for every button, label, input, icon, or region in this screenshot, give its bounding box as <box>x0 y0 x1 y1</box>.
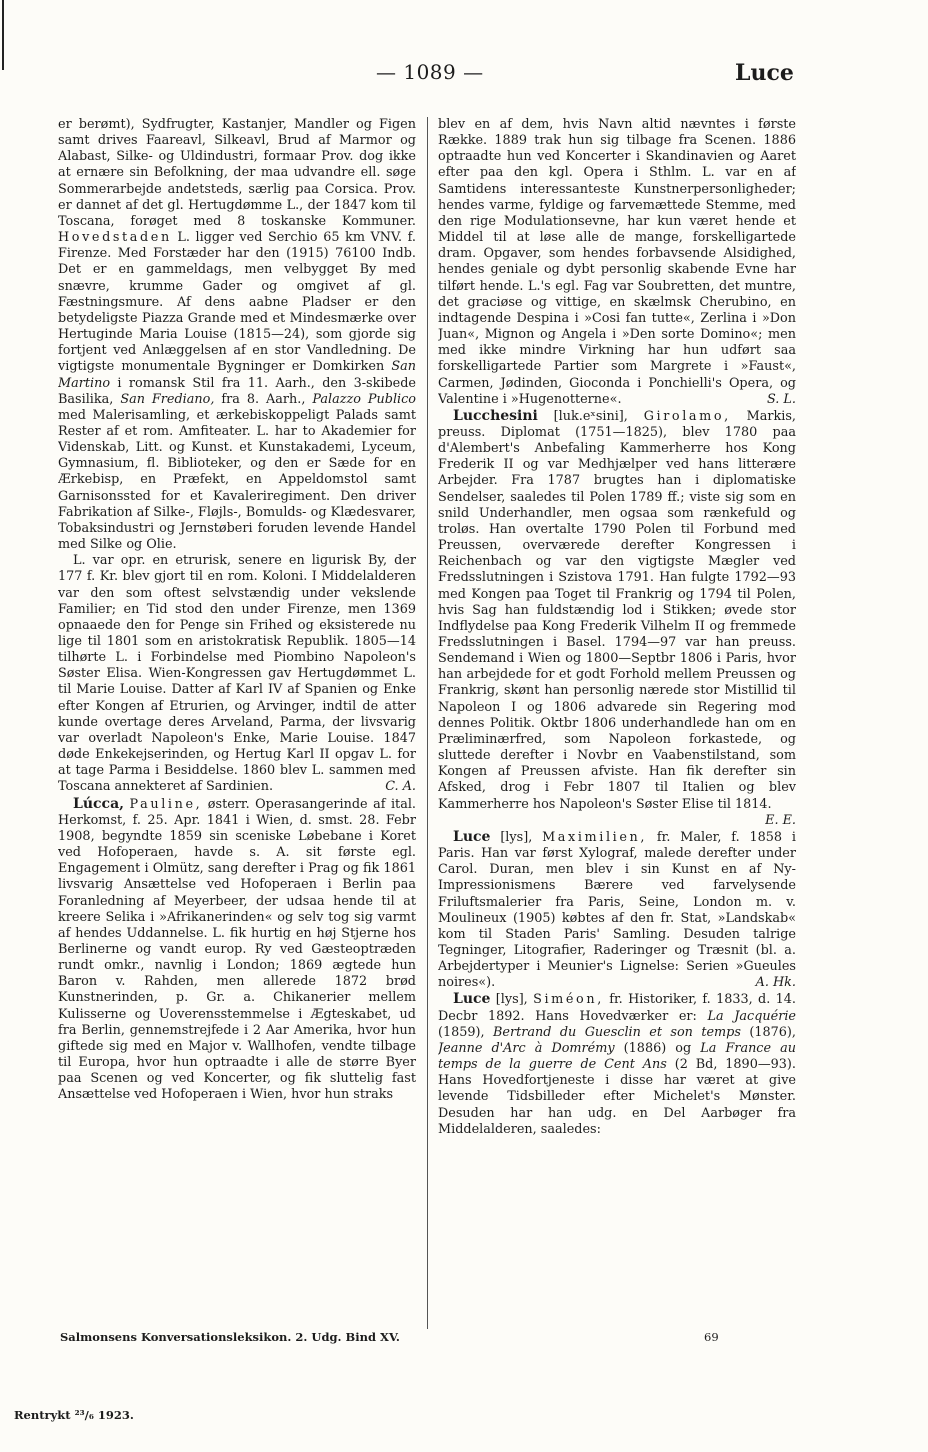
entry-lucchesini <box>438 407 796 828</box>
left-column <box>58 117 416 1329</box>
right-column <box>438 117 796 1329</box>
entry-text: (1876), <box>740 1024 796 1040</box>
text-run: L. ligger ved Serchio 65 km VNV. f. Firenze. Med Forstæder har den (1915) 76100 Indb. Det er en gammeldags, men velbygget By med snævre, krumme Gader og omgivet af gl. Fæstningsmure. Af dens aabne Pladser er den betydeligste Piazza Grande med et Mindesmærke over Hertuginde Maria Louise (1815—24), som gjorde sig fortjent ved Anlæggelsen af en stor Vandledning. De vigtigste monumentale Bygninger er Domkirken <box>58 230 416 375</box>
entry-text: Markis, preuss. Diplomat (1751—1825), blev 1780 paa d'Alembert's Anbefaling Kammerherre hos Kong Frederik II og var Medhjælper ved hans litterære Arbejder. Fra 1787 brugtes han i diplomatiske Sendelser, saaledes til Polen 1789 ff.; viste sig som en snild Underhandler, men ogsaa som rænkefuld og troløs. Han overtalte 1790 Polen til Forbund med Preussen, overværede derefter Kongressen i Reichenbach og var den vigtigste Mægler ved Fredsslutningen i Szistova 1791. Han fulgte 1792—93 med Kongen paa Toget til Frankrig og 1794 til Polen, hvis Sag han fuldstændig lod i Stikken; øvede stor Indflydelse paa Kong Frederik Vilhelm II og fremmede Fredsslutningen i Basel. 1794—97 var han preuss. Sendemand i Wien og 1800—Septbr 1806 i Paris, hvor han arbejdede for et godt Forhold mellem Preussen og Frankrig, skønt han personlig nærede stor Mistillid til Napoleon I og 1806 advarede sin Regering mod dennes Politik. Oktbr 1806 underhandlede han om en Præliminærfred, som Napoleon forkastede, og sluttede derefter i Novbr en Vaabenstilstand, som Kongen af Preussen afviste. Han fik derefter sin Afsked, drog i Febr 1807 til Italien og blev Kammerherre hos Napoleon's Søster Elise til 1814. <box>438 408 796 812</box>
entry-text: fr. Maler, f. 1858 i Paris. Han var først Xylograf, malede derefter under Carol. Duran, men blev i sin Kunst en af Ny-Impressionismens Bærere ved farvelysende Friluftsmalerier fra Paris, Seine, London m. v. Moulineux (1905) købtes af den fr. Stat, »Landskab« kom til Staden Paris' Samling. Desuden talrige Tegninger, Litografier, Raderinger og Træsnit (bl. a. Arbejdertyper i Meunier's Lignelse: Serien »Gueules noires«). <box>438 829 796 991</box>
entry-text: blev en af dem, hvis Navn altid nævntes i første Række. 1889 trak hun sig tilbage fra Scenen. 1886 optraadte hun ved Koncerter i Skandinavien og Aaret efter paa den kgl. Opera i Sthlm. L. var en af Samtidens interessanteste Kunstnerpersonligheder; hendes varme, fyldige og farvemættede Stemme, med den rige Modulationsevne, har kun været hende et Middel til at løse alle de mange, forskelligartede dram. Opgaver, som hendes forbavsende Alsidighed, hendes geniale og dybt personlig skabende Evne har tilført hende. L.'s egl. Fag var Soubretten, det muntre, det graciøse og vittige, en skælmsk Cherubino, en indtagende Despina i »Cosi fan tutte«, Zerlina i »Don Juan«, Mignon og Angela i »Den sorte Domino«; men med ikke mindre Virkning har hun udført saa forskelligartede Partier som Margrete i »Faust«, Carmen, Jødinden, Gioconda i Ponchielli's Opera, og Valentine i »Hugenotterne«. <box>438 117 796 407</box>
entry-forename: Pauline, <box>129 796 203 812</box>
entry-text: fr. Historiker, f. 1833, d. 14. Decbr 1892. Hans Hovedværker er: <box>438 992 796 1024</box>
entry-headword: Luce <box>453 991 491 1008</box>
entry-text: (1859), <box>438 1024 494 1040</box>
lucca-region-paragraph <box>58 117 416 553</box>
text-run: L. var opr. en etrurisk, senere en ligurisk By, der 177 f. Kr. blev gjort til en rom. Koloni. I Middelalderen var den som oftest selvstændig under vekslende Familier; en Tid stod den under Firenze, men 1369 opnaaede den for Penge sin Frihed og eksisterede nu lige til 1801 som en aristokratisk Republik. 1805—14 tilhørte L. i Forbindelse med Piombino Napoleon's Søster Elisa. Wien-Kongressen gav Hertugdømmet L. til Marie Louise. Datter af Karl IV af Spanien og Enke efter Kongen af Etrurien, og Arvinger, indtil de atter kunde overtage deres Arveland, Parma, der livsvarig var overladt Napoleon's Enke, Marie Louise. 1847 døde Enkekejserinden, og Hertug Karl II opgav L. for at tage Parma i Besiddelse. 1860 blev L. sammen med Toscana annekteret af Sardinien. <box>58 553 416 795</box>
entry-forename: Maximilien, <box>542 829 648 845</box>
entry-luce-maximilien <box>438 829 796 992</box>
page-edge-rule <box>2 0 4 70</box>
text-run: med Malerisamling, et ærkebiskoppeligt Palads samt Rester af et rom. Amfiteater. L. har to Akademier for Videnskab, Litt. og Kunst. et Kunstakademi, Lyceum, Gymnasium, fl. Biblioteker, og den er Sæde for en Ærkebisp, en Præfekt, en Appeldomstol samt Garnisonssted for et Kavaleriregiment. Den driver Fabrikation af Silke-, Fløjls-, Bomulds- og Klædesvarer, Tobaksindustri og Jernstøberi foruden levende Handel med Silke og Olie. <box>58 407 416 553</box>
italic-term: Palazzo Publico <box>312 391 416 407</box>
entry-text: østerr. Operasangerinde af ital. Herkomst, f. 25. Apr. 1841 i Wien, d. smst. 28. Febr 1908, begyndte 1859 sin sceniske Løbebane i Koret ved Hofoperaen, havde s. A. sit første egl. Engagement i Olmütz, sang derefter i Prag og fik 1861 livsvarig Ansættelse ved Hofoperaen i Berlin paa Foranledning af Meyerbeer, der udsaa hende til at kreere Selika i »Afrikanerinden« og selv tog sig varmt af hendes Uddannelse. L. fik hurtig en høj Stjerne hos Berlinerne og vandt europ. Ry ved Gæsteoptræden rundt omkr., navnlig i London; 1869 ægtede hun Baron v. Rahden, men allerede 1872 brød Kunstnerinden, p. Gr. a. Chikanerier mellem Kulisserne og Uoverensstemmelse i Ægteskabet, ud fra Berlin, gennemstrejfede i 2 Aar Amerika, hvor hun giftede sig med en Major v. Wallhofen, vendte tilbage til Europa, hvor hun optraadte i alle de større Byer paa Scenen og ved Koncerter, og fik sluttelig fast Ansættelse ved Hofoperaen i Wien, hvor hun straks <box>58 796 416 1103</box>
text-run: fra 8. Aarh., <box>214 391 313 407</box>
author-signature: A. Hk. <box>755 975 796 991</box>
pronunciation: [luk.eˣsini], <box>537 408 644 424</box>
italic-title: La France au temps de la guerre de Cent Ans <box>438 1040 796 1073</box>
italic-term: San Martino <box>58 359 416 391</box>
text-run: i romansk Stil fra 11. Aarh., den 3-skibede Basilika, <box>58 375 416 407</box>
entry-text: (1886) og <box>614 1040 701 1056</box>
author-signature: E. E. <box>765 812 796 828</box>
entry-headword: Luce <box>453 828 491 845</box>
entry-text: (2 Bd, 1890—93). Hans Hovedfortjeneste i disse har været at give levende Tidsbilleder efter Michelet's Mønster. Desuden har han udg. en Del Aarbøger fra Middelalderen, saaledes: <box>438 1057 796 1137</box>
entry-forename: Girolamo, <box>643 408 731 424</box>
entry-headword: Lucchesini <box>453 407 538 424</box>
text-run: er berømt), Sydfrugter, Kastanjer, Mandler og Figen samt drives Faareavl, Silkeavl, Brud af Marmor og Alabast, Silke- og Uldindustri, formaar Prov. dog ikke at ernære sin Befolkning, der maa udvandre ell. søge Sommerarbejde andetsteds, særlig paa Corsica. Prov. er dannet af det gl. Hertugdømme L., der 1847 kom til Toscana, forøget med 8 toskanske Kommuner. <box>58 117 416 229</box>
italic-title: Jeanne d'Arc à Domrémy <box>438 1040 615 1056</box>
entry-luce-simeon <box>438 991 796 1137</box>
publication-footer: Salmonsens Konversationsleksikon. 2. Udg. Bind XV. <box>60 1330 400 1344</box>
pronunciation: [lys], <box>490 992 534 1008</box>
entry-headword: Lúcca, <box>73 795 125 812</box>
italic-title: Bertrand du Guesclin et son temps <box>493 1024 741 1040</box>
entry-forename: Siméon, <box>533 992 604 1008</box>
author-signature: S. L. <box>766 391 796 407</box>
signature-mark: 69 <box>704 1330 719 1344</box>
author-signature: C. A. <box>385 779 416 795</box>
pronunciation: [lys], <box>490 829 543 845</box>
reprint-note: Rentrykt ²³/₆ 1923. <box>14 1408 134 1422</box>
page-number: — 1089 — <box>376 60 484 84</box>
running-head: Luce <box>735 60 794 86</box>
lucca-history-paragraph <box>58 553 416 795</box>
spaced-emphasis: Hovedstaden <box>58 230 172 246</box>
italic-term: San Frediano, <box>120 391 215 407</box>
entry-lucca <box>58 796 416 1104</box>
entry-lucca-continued <box>438 117 796 408</box>
column-divider <box>427 117 428 1329</box>
italic-title: La Jacquérie <box>707 1008 796 1024</box>
